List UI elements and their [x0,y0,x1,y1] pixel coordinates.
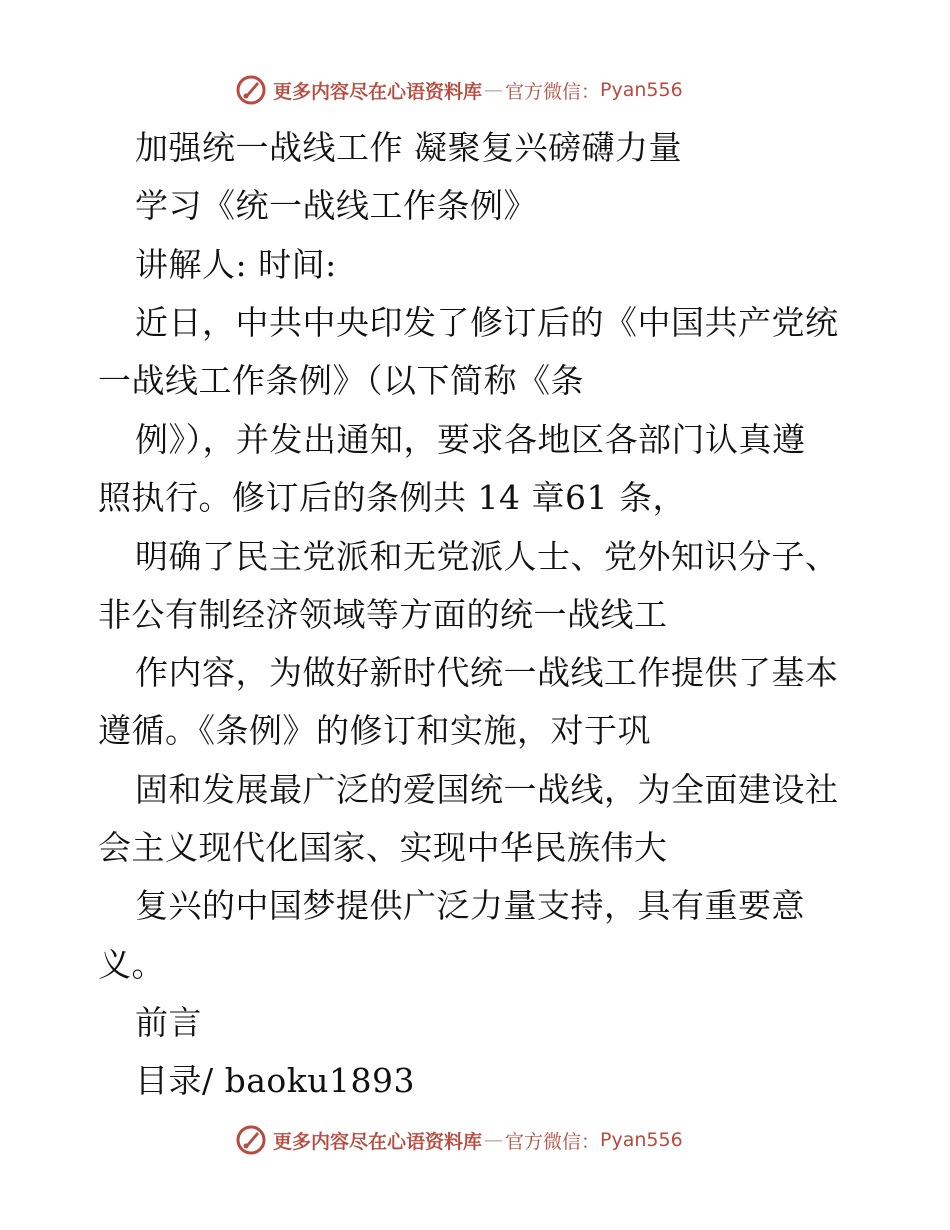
body-text-line: 遵循。《条例》的修订和实施，对于巩 [98,711,651,750]
banner-official-label: 官方微信： [505,80,601,103]
section-heading-preface: 前言 [135,1003,202,1042]
banner-wechat-id: Pyan556 [600,79,683,101]
speaker-time-line: 讲解人: 时间: [135,245,337,284]
banner-lead-text: 更多内容尽在心语资料库 [273,1130,483,1153]
banner-lead-text: 更多内容尽在心语资料库 [273,80,483,103]
body-text-line: 一战线工作条例》（以下简称《条 [98,361,584,400]
body-text-line: 非公有制经济领域等方面的统一战线工 [98,595,668,634]
footer-watermark-banner [235,1123,683,1157]
section-heading-contents: 目录/ baoku1893 [135,1061,416,1100]
banner-dash: — [484,79,504,101]
body-text-line: 照执行。修订后的条例共 14 章61 条， [98,478,686,517]
body-text-line: 会主义现代化国家、实现中华民族伟大 [98,828,668,867]
body-text-line: 固和发展最广泛的爱国统一战线，为全面建设社 [135,770,839,809]
body-text-line: 义。 [98,945,165,984]
banner-dash: — [484,1129,504,1151]
document-title: 加强统一战线工作 凝聚复兴磅礴力量 [135,128,682,167]
body-text-line: 明确了民主党派和无党派人士、党外知识分子、 [135,537,839,576]
document-subtitle: 学习《统一战线工作条例》 [135,186,537,225]
logo-icon [235,1124,267,1156]
logo-icon [235,74,267,106]
header-watermark-banner [235,73,683,107]
body-text-line: 复兴的中国梦提供广泛力量支持，具有重要意 [135,886,805,925]
banner-official-label: 官方微信： [505,1130,601,1153]
banner-wechat-id: Pyan556 [600,1129,683,1151]
body-text-line: 近日，中共中央印发了修订后的《中国共产党统 [135,303,839,342]
body-text-line: 例》），并发出通知，要求各地区各部门认真遵 [135,420,806,459]
body-text-line: 作内容，为做好新时代统一战线工作提供了基本 [135,653,839,692]
